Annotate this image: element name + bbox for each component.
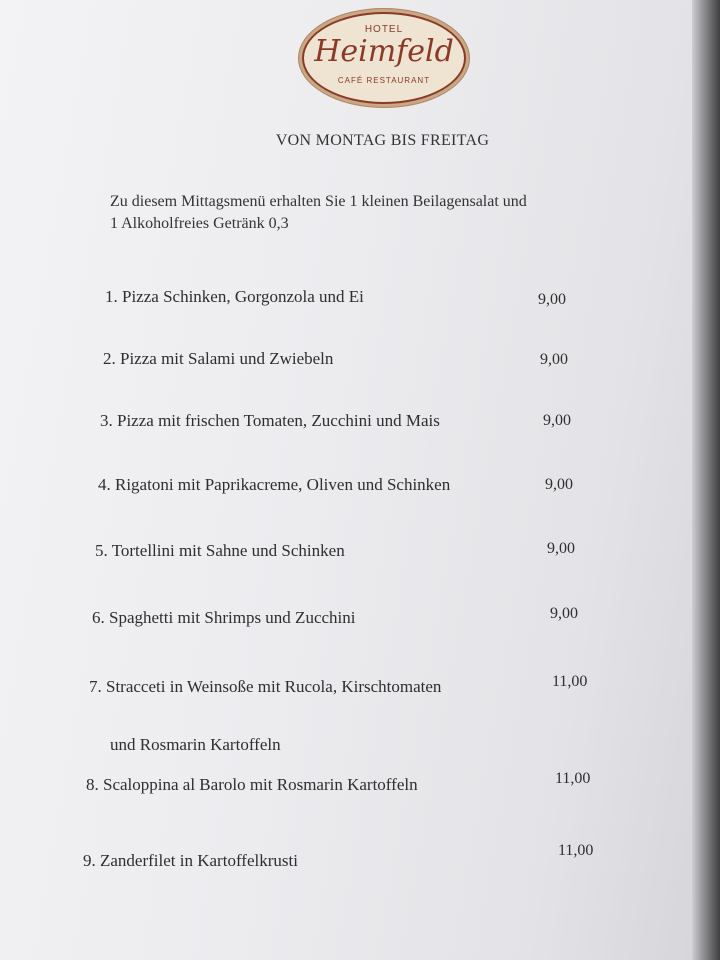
menu-item-7-price: 11,00: [552, 673, 588, 690]
menu-item-8-price: 11,00: [555, 770, 591, 787]
menu-item-8-name: 8. Scaloppina al Barolo mit Rosmarin Kartoffeln: [86, 775, 418, 794]
menu-item-2-name: 2. Pizza mit Salami und Zwiebeln: [103, 349, 334, 368]
intro-line-2: 1 Alkoholfreies Getränk 0,3: [110, 215, 289, 232]
menu-item-3-name: 3. Pizza mit frischen Tomaten, Zucchini und Mais: [100, 411, 440, 430]
hotel-logo: [298, 8, 470, 108]
menu-item-3-price: 9,00: [543, 412, 571, 429]
menu-item-7-name-cont: und Rosmarin Kartoffeln: [110, 735, 281, 754]
menu-item-6-name: 6. Spaghetti mit Shrimps und Zucchini: [92, 608, 356, 627]
logo-sub-text: CAFÉ RESTAURANT: [337, 76, 431, 85]
menu-item-7-name: 7. Stracceti in Weinsoße mit Rucola, Kirschtomaten: [89, 677, 442, 696]
menu-item-9-price: 11,00: [558, 842, 594, 859]
menu-intro: [110, 191, 630, 235]
paper-shadow-edge: [692, 0, 720, 960]
logo-name-text: Heimfeld: [314, 34, 454, 69]
menu-item-5-name: 5. Tortellini mit Sahne und Schinken: [95, 541, 345, 560]
menu-item-4-name: 4. Rigatoni mit Paprikacreme, Oliven und Schinken: [98, 475, 451, 494]
menu-item-1-name: 1. Pizza Schinken, Gorgonzola und Ei: [105, 287, 364, 306]
menu-item-2-price: 9,00: [540, 351, 568, 368]
logo-oval: [302, 12, 466, 104]
menu-item-1-price: 9,00: [538, 291, 566, 308]
menu-item-4-price: 9,00: [545, 476, 573, 493]
intro-line-1: Zu diesem Mittagsmenü erhalten Sie 1 kleinen Beilagensalat und: [110, 193, 527, 210]
menu-heading: VON MONTAG BIS FREITAG: [275, 132, 490, 149]
logo-hotel-text: HOTEL: [364, 24, 404, 35]
menu-item-9-name: 9. Zanderfilet in Kartoffelkrusti: [83, 851, 298, 870]
menu-item-5-price: 9,00: [547, 540, 575, 557]
menu-item-6-price: 9,00: [550, 605, 578, 622]
